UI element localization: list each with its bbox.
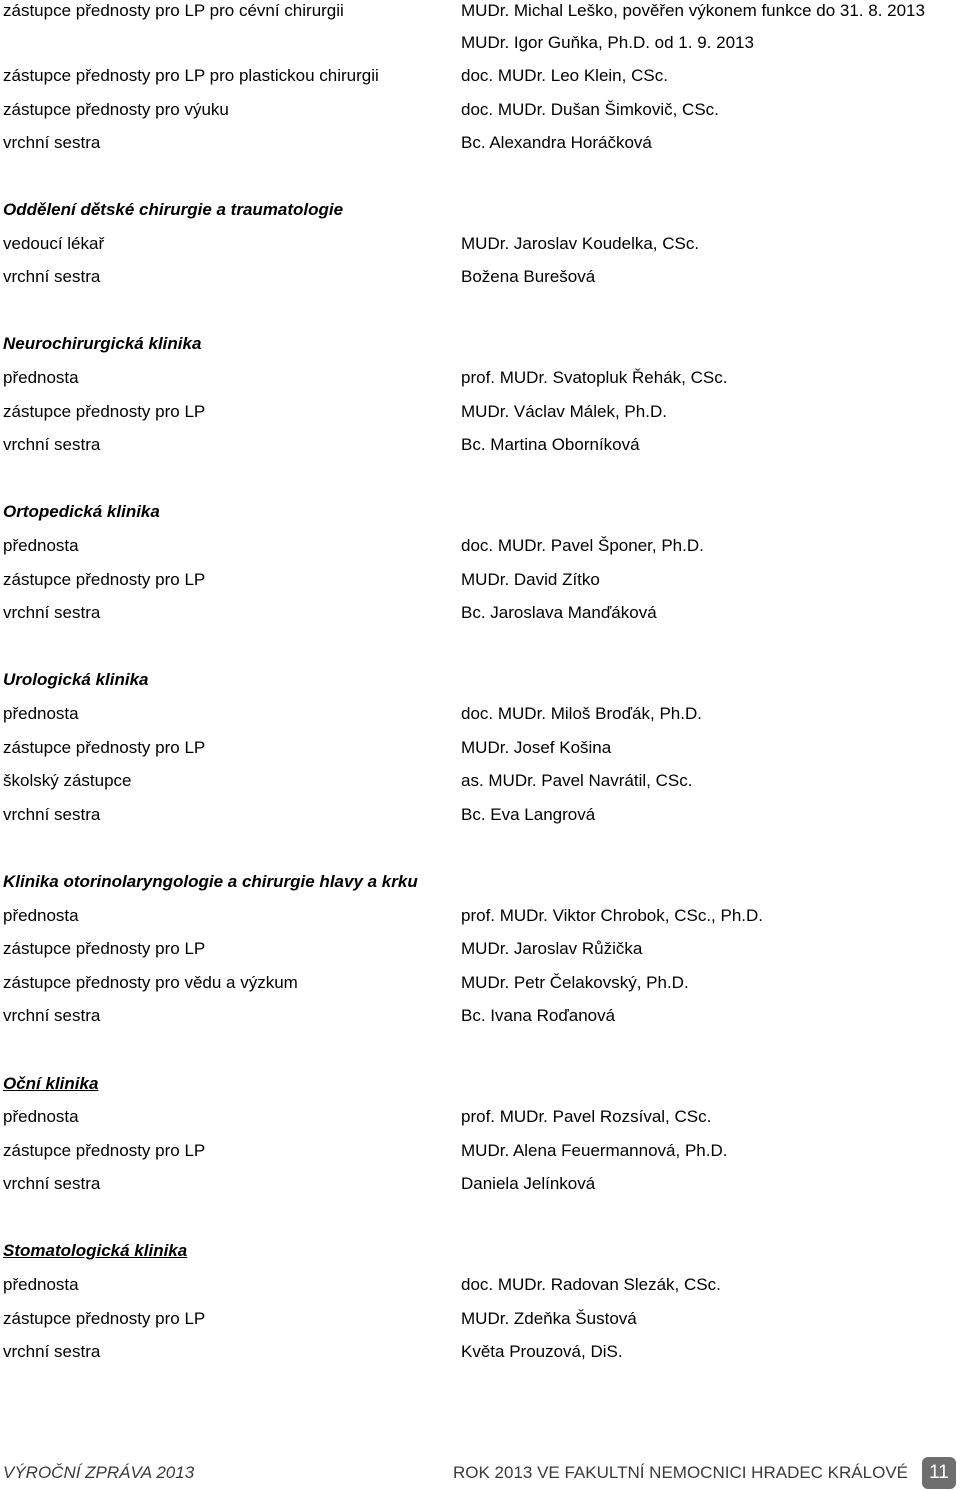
person-name: doc. MUDr. Radovan Slezák, CSc. <box>461 1275 721 1294</box>
role-label: vrchní sestra <box>3 1174 101 1193</box>
staff-row <box>3 535 953 557</box>
role-label: vrchní sestra <box>3 133 101 152</box>
person-name: Daniela Jelínková <box>461 1174 596 1193</box>
role-label: vrchní sestra <box>3 1342 101 1361</box>
person-name: Bc. Alexandra Horáčková <box>461 133 652 152</box>
page-number-badge: 11 <box>922 1457 956 1489</box>
person-name: doc. MUDr. Dušan Šimkovič, CSc. <box>461 100 719 119</box>
section-heading: Urologická klinika <box>3 670 149 689</box>
role-label: zástupce přednosty pro LP <box>3 1309 206 1328</box>
staff-row <box>3 804 953 826</box>
person-name: MUDr. Jaroslav Koudelka, CSc. <box>461 234 700 253</box>
staff-row <box>3 1341 953 1363</box>
person-name: Květa Prouzová, DiS. <box>461 1342 623 1361</box>
staff-row <box>3 1005 953 1027</box>
role-label: přednosta <box>3 704 79 723</box>
staff-row <box>3 65 953 87</box>
staff-row <box>3 0 953 22</box>
role-label: vrchní sestra <box>3 435 101 454</box>
staff-row <box>3 737 953 759</box>
person-name: Bc. Ivana Roďanová <box>461 1006 616 1025</box>
person-name: Bc. Martina Oborníková <box>461 435 640 454</box>
staff-row <box>3 602 953 624</box>
staff-row <box>3 1106 953 1128</box>
staff-row <box>3 367 953 389</box>
role-label: zástupce přednosty pro LP pro plastickou chirurgii <box>3 66 379 85</box>
role-label: vrchní sestra <box>3 805 101 824</box>
person-name: MUDr. Michal Leško, pověřen výkonem funkce do 31. 8. 2013 <box>461 1 925 20</box>
section-heading: Ortopedická klinika <box>3 502 160 521</box>
section-heading: Neurochirurgická klinika <box>3 334 202 353</box>
person-name: prof. MUDr. Svatopluk Řehák, CSc. <box>461 368 728 387</box>
person-name: MUDr. Igor Guňka, Ph.D. od 1. 9. 2013 <box>461 33 754 52</box>
person-name: MUDr. Petr Čelakovský, Ph.D. <box>461 973 689 992</box>
staff-row <box>3 938 953 960</box>
staff-row <box>3 132 953 154</box>
role-label: vrchní sestra <box>3 1006 101 1025</box>
staff-row <box>3 905 953 927</box>
role-label: přednosta <box>3 368 79 387</box>
role-label: zástupce přednosty pro LP <box>3 1141 206 1160</box>
person-name: as. MUDr. Pavel Navrátil, CSc. <box>461 771 693 790</box>
role-label: zástupce přednosty pro LP pro cévní chirurgii <box>3 1 344 20</box>
role-label: zástupce přednosty pro LP <box>3 738 206 757</box>
footer-hospital-title: ROK 2013 VE FAKULTNÍ NEMOCNICI HRADEC KRÁLOVÉ <box>452 1463 908 1482</box>
page-footer <box>0 1455 960 1489</box>
role-label: vrchní sestra <box>3 267 101 286</box>
role-label: zástupce přednosty pro LP <box>3 402 206 421</box>
person-name: Bc. Jaroslava Manďáková <box>461 603 657 622</box>
person-name: doc. MUDr. Pavel Šponer, Ph.D. <box>461 536 704 555</box>
staff-row <box>3 1274 953 1296</box>
person-name: MUDr. Zdeňka Šustová <box>461 1309 637 1328</box>
person-name: Bc. Eva Langrová <box>461 805 596 824</box>
staff-row <box>3 1308 953 1330</box>
section-heading: Oddělení dětské chirurgie a traumatologie <box>3 200 344 219</box>
person-name: doc. MUDr. Leo Klein, CSc. <box>461 66 668 85</box>
role-label: přednosta <box>3 536 79 555</box>
person-name: Božena Burešová <box>461 267 596 286</box>
staff-row <box>3 1140 953 1162</box>
role-label: školský zástupce <box>3 771 132 790</box>
person-name: MUDr. Václav Málek, Ph.D. <box>461 402 667 421</box>
role-label: zástupce přednosty pro výuku <box>3 100 229 119</box>
staff-row <box>3 770 953 792</box>
role-label: vedoucí lékař <box>3 234 105 253</box>
person-name: MUDr. Jaroslav Růžička <box>461 939 643 958</box>
role-label: přednosta <box>3 1275 79 1294</box>
role-label: zástupce přednosty pro vědu a výzkum <box>3 973 298 992</box>
section-heading: Klinika otorinolaryngologie a chirurgie hlavy a krku <box>3 872 418 891</box>
role-label: vrchní sestra <box>3 603 101 622</box>
role-label: přednosta <box>3 1107 79 1126</box>
staff-row <box>3 434 953 456</box>
person-name: prof. MUDr. Pavel Rozsíval, CSc. <box>461 1107 712 1126</box>
section-heading: Oční klinika <box>3 1074 99 1093</box>
staff-row <box>3 32 953 54</box>
staff-row <box>3 1173 953 1195</box>
staff-row <box>3 569 953 591</box>
staff-row <box>3 233 953 255</box>
role-label: zástupce přednosty pro LP <box>3 939 206 958</box>
staff-row <box>3 972 953 994</box>
person-name: doc. MUDr. Miloš Broďák, Ph.D. <box>461 704 702 723</box>
section-heading: Stomatologická klinika <box>3 1241 188 1260</box>
staff-row <box>3 703 953 725</box>
role-label: přednosta <box>3 906 79 925</box>
staff-row <box>3 99 953 121</box>
person-name: MUDr. Josef Košina <box>461 738 612 757</box>
person-name: MUDr. Alena Feuermannová, Ph.D. <box>461 1141 728 1160</box>
footer-report-title: VÝROČNÍ ZPRÁVA 2013 <box>3 1463 195 1482</box>
person-name: MUDr. David Zítko <box>461 570 600 589</box>
staff-row <box>3 401 953 423</box>
person-name: prof. MUDr. Viktor Chrobok, CSc., Ph.D. <box>461 906 763 925</box>
staff-row <box>3 266 953 288</box>
role-label: zástupce přednosty pro LP <box>3 570 206 589</box>
